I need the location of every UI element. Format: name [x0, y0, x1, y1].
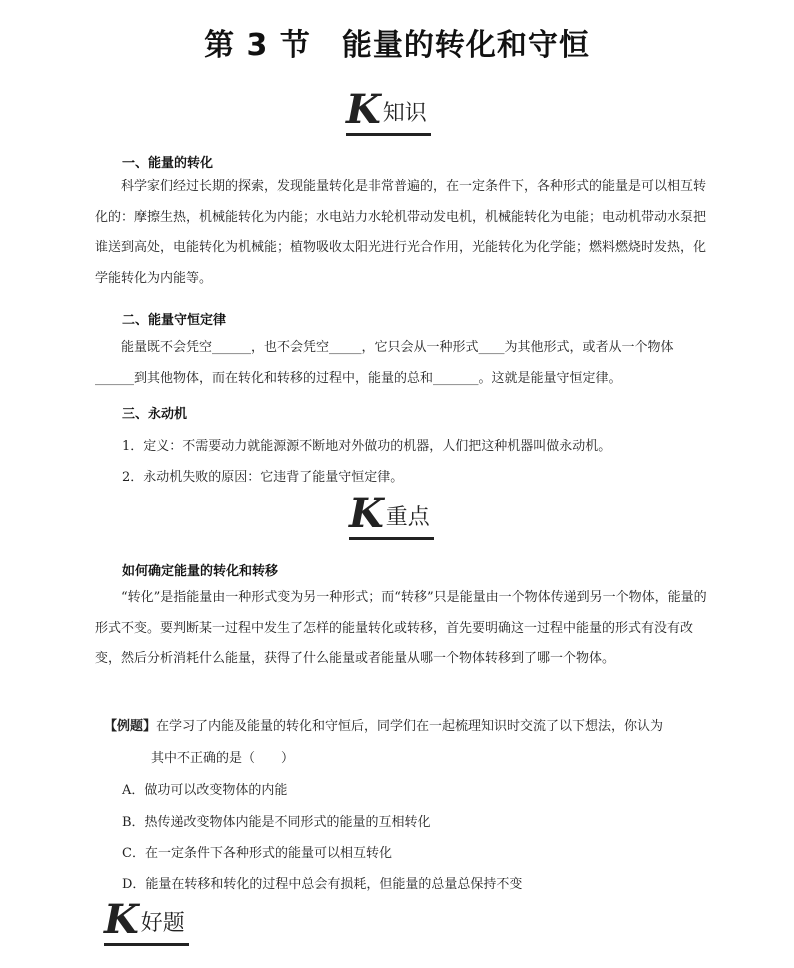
section-heading-determine-conversion: 如何确定能量的转化和转移	[122, 564, 279, 579]
key-points-badge	[349, 490, 430, 537]
good-questions-badge	[104, 896, 185, 943]
option-b: B．热传递改变物体内能是不同形式的能量的互相转化	[122, 815, 431, 830]
badge-underline	[104, 943, 189, 946]
k-logo-letter: K	[104, 896, 139, 943]
section-heading-perpetual-motion: 三、永动机	[122, 407, 188, 422]
knowledge-badge	[346, 86, 427, 133]
k-logo-letter: K	[346, 86, 381, 133]
badge-underline	[349, 537, 434, 540]
example-question-line1	[104, 715, 663, 734]
list-item-failure-reason: 2．永动机失败的原因：它违背了能量守恒定律。	[122, 470, 404, 485]
badge-label: 知识	[382, 101, 427, 126]
section-heading-conservation-law: 二、能量守恒定律	[122, 313, 227, 328]
example-question-line2: 其中不正确的是（ ）	[151, 751, 295, 766]
page-title: 第 3 节 能量的转化和守恒	[204, 28, 590, 63]
paragraph-conversion-transfer: “转化”是指能量由一种形式变为另一种形式；而“转移”只是能量由一个物体传递到另一个物体，能量的形式不变。要判断某一过程中发生了怎样的能量转化或转移，首先要明确这一过程中能量的形式有没有改变，然后分析消耗什么能量，获得了什么能量或者能量从哪一个物体转移到了哪一个物体。	[95, 590, 707, 667]
example-tag: 【例题】	[104, 719, 157, 734]
badge-label: 好题	[140, 911, 185, 936]
section-heading-energy-conversion: 一、能量的转化	[122, 156, 214, 171]
option-c: C．在一定条件下各种形式的能量可以相互转化	[122, 846, 392, 861]
badge-label: 重点	[385, 505, 430, 530]
k-logo-letter: K	[349, 490, 384, 537]
option-d: D．能量在转移和转化的过程中总会有损耗，但能量的总量总保持不变	[122, 877, 523, 892]
paragraph-energy-conversion: 科学家们经过长期的探索，发现能量转化是非常普遍的，在一定条件下，各种形式的能量是可以相互转化的：摩擦生热，机械能转化为内能；水电站力水轮机带动发电机，机械能转化为电能；电动机带动水泵把谁送到高处，电能转化为机械能；植物吸收太阳光进行光合作用，光能转化为化学能；燃料燃烧时发热，化学能转化为内能等。	[95, 179, 707, 287]
list-item-definition: 1．定义：不需要动力就能源源不断地对外做功的机器，人们把这种机器叫做永动机。	[122, 439, 612, 454]
paragraph-conservation-law: 能量既不会凭空______，也不会凭空_____，它只会从一种形式____为其他形式，或者从一个物体______到其他物体，而在转化和转移的过程中，能量的总和_______。这就是能量守恒定律。	[95, 340, 674, 386]
example-question-text: 在学习了内能及能量的转化和守恒后，同学们在一起梳理知识时交流了以下想法，你认为	[156, 719, 664, 734]
option-a: A．做功可以改变物体的内能	[122, 783, 288, 798]
badge-underline	[346, 133, 431, 136]
